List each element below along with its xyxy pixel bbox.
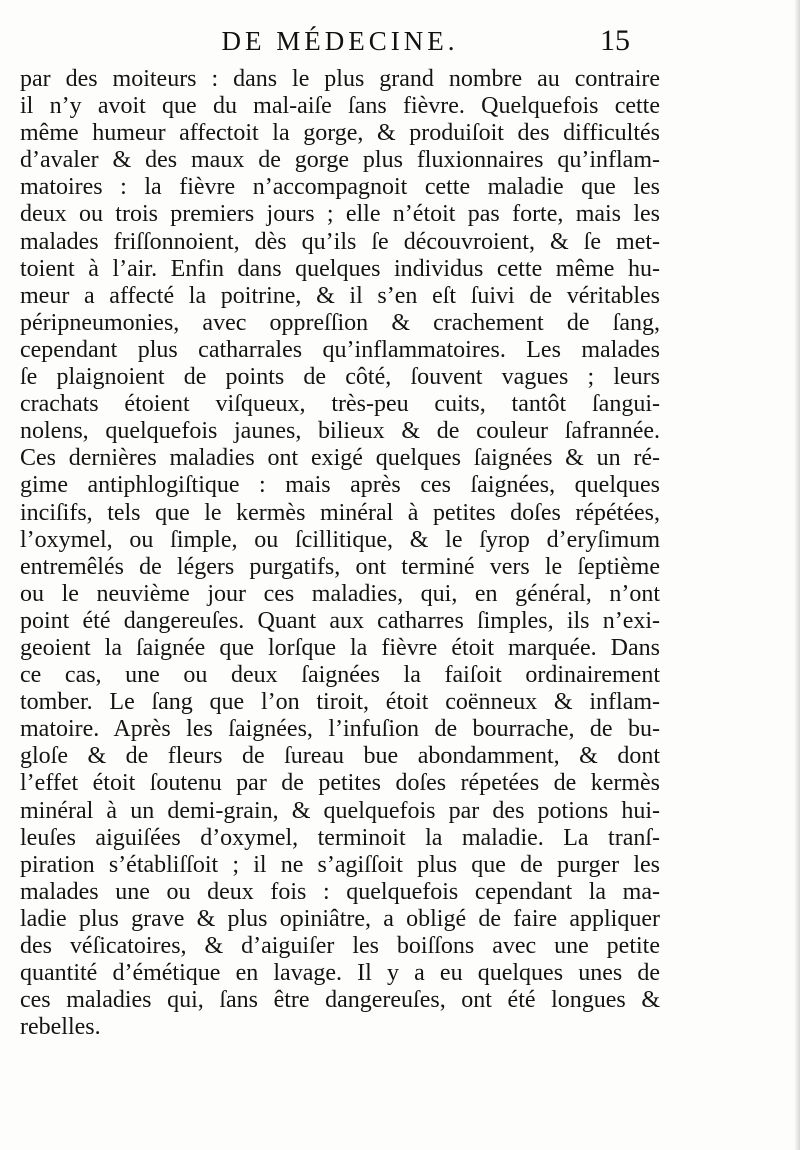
page-number: 15 bbox=[600, 24, 630, 57]
text-line: l’oxymel, ou ſimple, ou ſcillitique, & le ſyrop d’eryſimum bbox=[20, 526, 660, 553]
text-line: toient à l’air. Enfin dans quelques individus cette même hu- bbox=[20, 255, 660, 282]
text-line: ſe plaignoient de points de côté, ſouvent vagues ; leurs bbox=[20, 364, 660, 391]
text-line: meur a affecté la poitrine, & il s’en eſt ſuivi de véritables bbox=[20, 282, 660, 309]
text-line: cependant plus catharrales qu’inflammatoires. Les malades bbox=[20, 336, 660, 363]
text-line: des véſicatoires, & d’aiguiſer les boiſſons avec une petite bbox=[20, 933, 660, 959]
text-line: piration s’établiſſoit ; il ne s’agiſſoit plus que de purger les bbox=[20, 851, 660, 878]
body-text bbox=[20, 66, 660, 1041]
text-line: par des moiteurs : dans le plus grand nombre au contraire bbox=[20, 66, 660, 92]
text-line: péripneumonies, avec oppreſſion & crachement de ſang, bbox=[20, 309, 660, 336]
text-line: il n’y avoit que du mal-aiſe ſans fièvre. Quelquefois cette bbox=[20, 93, 660, 120]
text-line: matoire. Après les ſaignées, l’infuſion de bourrache, de bu- bbox=[20, 716, 660, 743]
text-line: ces maladies qui, ſans être dangereuſes, ont été longues & bbox=[20, 987, 660, 1014]
text-line: malades une ou deux fois : quelquefois cependant la ma- bbox=[20, 878, 660, 905]
text-line: rebelles. bbox=[20, 1014, 101, 1041]
text-line: tomber. Le ſang que l’on tiroit, étoit coënneux & inflam- bbox=[20, 689, 660, 716]
text-line: ce cas, une ou deux ſaignées la faiſoit ordinairement bbox=[20, 662, 660, 689]
running-title: DE MÉDECINE. bbox=[221, 26, 459, 56]
text-line: gime antiphlogiſtique : mais après ces ſaignées, quelques bbox=[20, 472, 660, 499]
text-line: leuſes aiguiſées d’oxymel, terminoit la maladie. La tranſ- bbox=[20, 824, 660, 851]
text-line: crachats étoient viſqueux, très-peu cuits, tantôt ſangui- bbox=[20, 391, 660, 418]
text-line: ou le neuvième jour ces maladies, qui, en général, n’ont bbox=[20, 580, 660, 607]
text-line: deux ou trois premiers jours ; elle n’étoit pas forte, mais les bbox=[20, 201, 660, 228]
text-line: inciſifs, tels que le kermès minéral à petites doſes répétées, bbox=[20, 499, 660, 526]
text-line: Ces dernières maladies ont exigé quelques ſaignées & un ré- bbox=[20, 445, 660, 472]
text-line: ladie plus grave & plus opiniâtre, a obligé de faire appliquer bbox=[20, 905, 660, 932]
text-line: entremêlés de légers purgatifs, ont terminé vers le ſeptième bbox=[20, 553, 660, 580]
text-line: même humeur affectoit la gorge, & produiſoit des difficultés bbox=[20, 120, 660, 147]
text-line: matoires : la fièvre n’accompagnoit cette maladie que les bbox=[20, 174, 660, 201]
text-line: gloſe & de fleurs de ſureau bue abondamment, & dont bbox=[20, 743, 660, 770]
text-line: point été dangereuſes. Quant aux catharres ſimples, ils n’exi- bbox=[20, 607, 660, 634]
text-line: d’avaler & des maux de gorge plus fluxionnaires qu’inflam- bbox=[20, 147, 660, 174]
text-line: geoient la ſaignée que lorſque la fièvre étoit marquée. Dans bbox=[20, 634, 660, 661]
text-line: nolens, quelquefois jaunes, bilieux & de couleur ſafrannée. bbox=[20, 418, 660, 445]
text-line: malades friſſonnoient, dès qu’ils ſe découvroient, & ſe met- bbox=[20, 228, 660, 255]
page-edge-shadow bbox=[794, 0, 800, 1150]
text-line: minéral à un demi-grain, & quelquefois par des potions hui- bbox=[20, 797, 660, 824]
text-line: l’effet étoit ſoutenu par de petites doſes répetées de kermès bbox=[20, 770, 660, 797]
text-line: quantité d’émétique en lavage. Il y a eu quelques unes de bbox=[20, 960, 660, 987]
